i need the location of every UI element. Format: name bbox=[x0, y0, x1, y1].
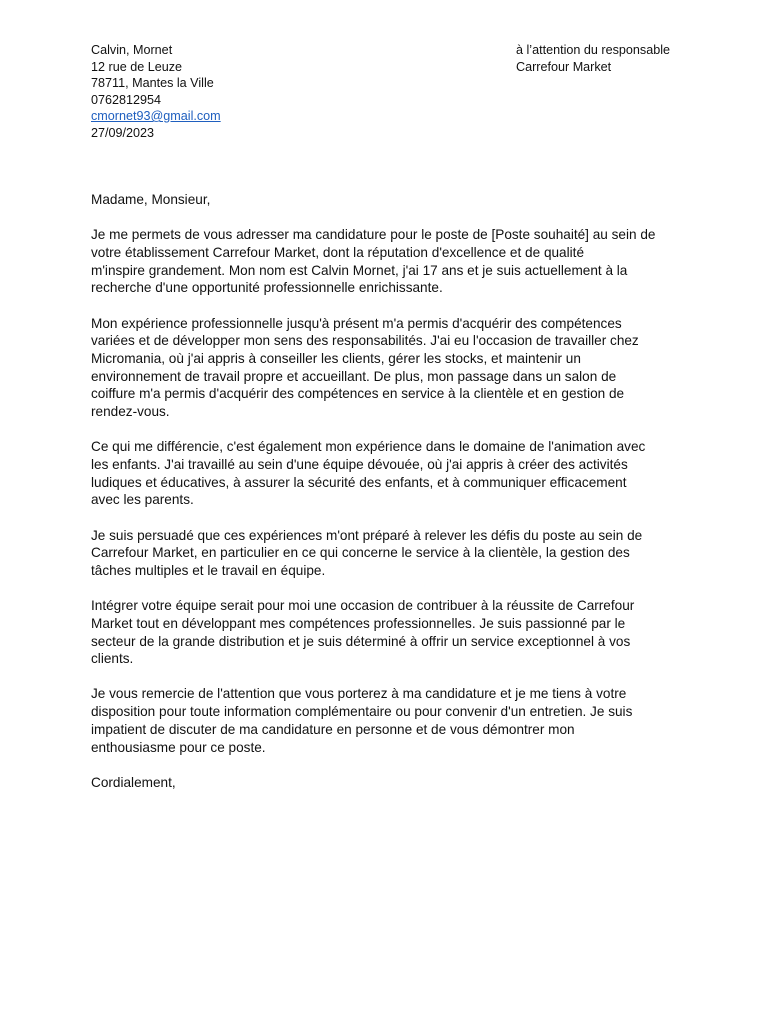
salutation-text: Madame, Monsieur, bbox=[91, 192, 211, 207]
paragraph-line: secteur de la grande distribution et je suis déterminé à offrir un service exceptionnel à vos bbox=[91, 633, 631, 649]
paragraph-line: avec les parents. bbox=[91, 492, 194, 508]
paragraph-line: recherche d'une opportunité professionnelle enrichissante. bbox=[91, 280, 443, 296]
paragraph-motivation bbox=[91, 597, 691, 668]
paragraph-line: ludiques et éducatives, à assurer la sécurité des enfants, et à communiquer efficacement bbox=[91, 474, 627, 490]
recipient-company: Carrefour Market bbox=[516, 59, 612, 74]
paragraph-line: enthousiasme pour ce poste. bbox=[91, 739, 266, 755]
paragraph-line: Ce qui me différencie, c'est également mon expérience dans le domaine de l'animation avec bbox=[91, 439, 646, 455]
paragraph-introduction bbox=[91, 226, 691, 297]
paragraph-line: votre établissement Carrefour Market, dont la réputation d'excellence et de qualité bbox=[91, 244, 584, 260]
sender-street: 12 rue de Leuze bbox=[91, 59, 183, 74]
closing bbox=[91, 774, 691, 792]
letter-date: 27/09/2023 bbox=[91, 125, 155, 140]
salutation bbox=[91, 191, 691, 209]
paragraph-preparation bbox=[91, 527, 691, 580]
sender-address-block bbox=[91, 42, 221, 141]
paragraph-line: Je vous remercie de l'attention que vous porterez à ma candidature et je me tiens à votre bbox=[91, 686, 627, 702]
letter-body bbox=[91, 191, 691, 809]
paragraph-thanks bbox=[91, 685, 691, 756]
sender-email-link[interactable]: cmornet93@gmail.com bbox=[91, 109, 221, 123]
paragraph-line: m'inspire grandement. Mon nom est Calvin Mornet, j'ai 17 ans et je suis actuellement à la bbox=[91, 262, 628, 278]
closing-text: Cordialement, bbox=[91, 774, 176, 790]
paragraph-line: Je me permets de vous adresser ma candidature pour le poste de [Poste souhaité] au sein de bbox=[91, 227, 656, 243]
sender-name: Calvin, Mornet bbox=[91, 43, 173, 57]
paragraph-line: tâches multiples et le travail en équipe. bbox=[91, 562, 326, 578]
paragraph-line: impatient de discuter de ma candidature en personne et de vous démontrer mon bbox=[91, 721, 575, 737]
paragraph-line: disposition pour toute information complémentaire ou pour convenir d'un entretien. Je suis bbox=[91, 704, 633, 720]
paragraph-line: clients. bbox=[91, 651, 134, 667]
paragraph-line: Je suis persuadé que ces expériences m'ont préparé à relever les défis du poste au sein de bbox=[91, 527, 643, 543]
recipient-block bbox=[516, 42, 670, 75]
paragraph-line: variées et de développer mon sens des responsabilités. J'ai eu l'occasion de travailler chez bbox=[91, 333, 639, 349]
paragraph-experience bbox=[91, 315, 691, 421]
paragraph-line: Market tout en développant mes compétences professionnelles. Je suis passionné par le bbox=[91, 615, 626, 631]
paragraph-line: les enfants. J'ai travaillé au sein d'une équipe dévouée, où j'ai appris à créer des activités bbox=[91, 456, 628, 472]
paragraph-line: coiffure m'a permis d'acquérir des compétences en service à la clientèle et en gestion de bbox=[91, 386, 625, 402]
paragraph-line: environnement de travail propre et accueillant. De plus, mon passage dans un salon de bbox=[91, 368, 617, 384]
paragraph-line: Mon expérience professionnelle jusqu'à présent m'a permis d'acquérir des compétences bbox=[91, 315, 622, 331]
paragraph-line: Micromania, où j'ai appris à conseiller les clients, gérer les stocks, et maintenir un bbox=[91, 350, 581, 366]
paragraph-line: Intégrer votre équipe serait pour moi une occasion de contribuer à la réussite de Carrefour bbox=[91, 598, 635, 614]
sender-phone: 0762812954 bbox=[91, 92, 162, 107]
paragraph-line: rendez-vous. bbox=[91, 404, 170, 420]
recipient-attention: à l’attention du responsable bbox=[516, 43, 671, 57]
paragraph-animation bbox=[91, 438, 691, 509]
paragraph-line: Carrefour Market, en particulier en ce qui concerne le service à la clientèle, la gestion des bbox=[91, 545, 630, 561]
sender-city: 78711, Mantes la Ville bbox=[91, 76, 214, 90]
